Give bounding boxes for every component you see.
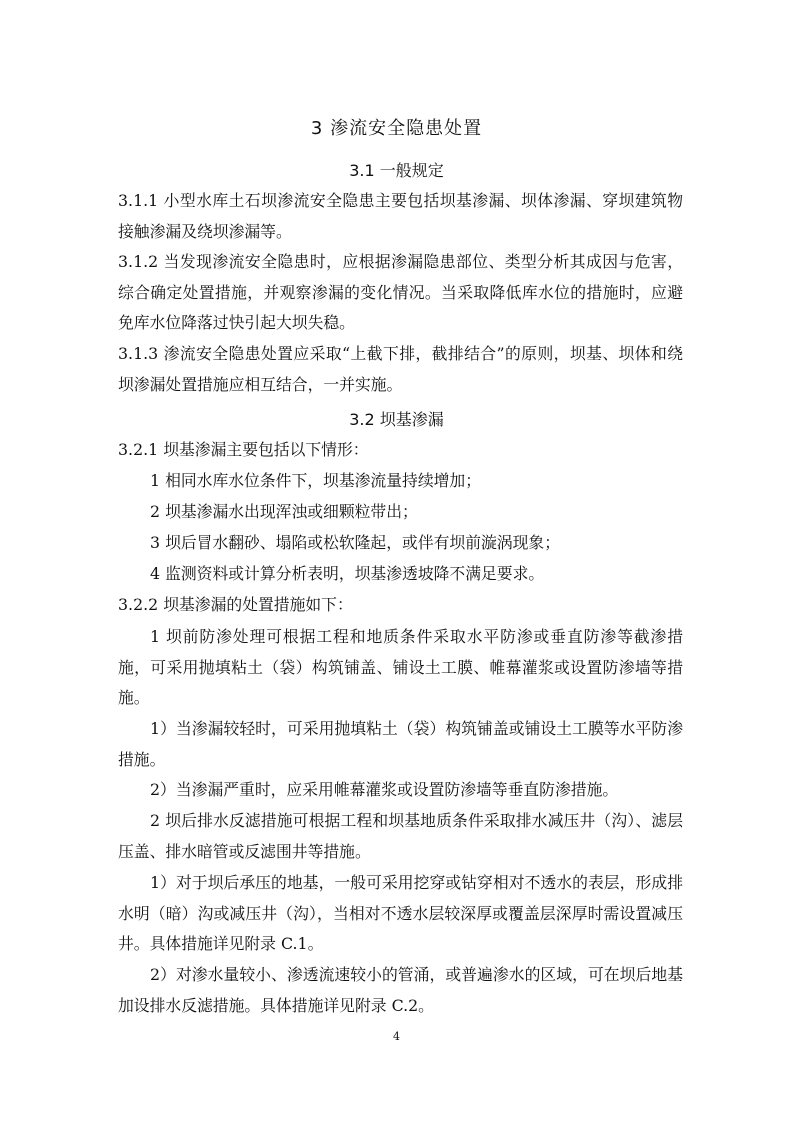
situation-item-2: 2 坝基渗漏水出现浑浊或细颗粒带出； bbox=[150, 502, 418, 521]
clause-3-1-2: 3.1.2 当发现渗流安全隐患时，应根据渗漏隐患部位、类型分析其成因与危害，综合确定处置措施，并观察渗漏的变化情况。当采取降低库水位的措施时，应避免库水位降落过快引起大坝失稳。 bbox=[118, 252, 683, 332]
measure-2-sub-1: 1）对于坝后承压的地基，一般可采用挖穿或钻穿相对不透水的表层，形成排水明（暗）沟或减压井（沟），当相对不透水层较深厚或覆盖层深厚时需设置减压井。具体措施详见附录 C.1。 bbox=[118, 873, 683, 953]
clause-3-1-1: 3.1.1 小型水库土石坝渗流安全隐患主要包括坝基渗漏、坝体渗漏、穿坝建筑物接触渗漏及绕坝渗漏等。 bbox=[118, 191, 683, 241]
situation-item-1: 1 相同水库水位条件下，坝基渗流量持续增加； bbox=[150, 471, 482, 490]
page-number: 4 bbox=[393, 1030, 400, 1043]
section-heading-3-2: 3.2 坝基渗漏 bbox=[349, 410, 444, 429]
situation-item-3: 3 坝后冒水翻砂、塌陷或松软隆起，或伴有坝前漩涡现象； bbox=[150, 533, 560, 552]
measure-1-sub-1: 1）当渗漏较轻时，可采用抛填粘土（袋）构筑铺盖或铺设土工膜等水平防渗措施。 bbox=[118, 719, 683, 769]
clause-3-2-2: 3.2.2 坝基渗漏的处置措施如下： bbox=[118, 595, 353, 614]
chapter-title: 3 渗流安全隐患处置 bbox=[310, 118, 483, 139]
clause-3-1-3: 3.1.3 渗流安全隐患处置应采取“上截下排，截排结合”的原则，坝基、坝体和绕坝渗漏处置措施应相互结合，一并实施。 bbox=[118, 344, 683, 394]
measure-1-sub-2: 2）当渗漏严重时，应采用帷幕灌浆或设置防渗墙等垂直防渗措施。 bbox=[150, 780, 619, 799]
situation-item-4: 4 监测资料或计算分析表明，坝基渗透坡降不满足要求。 bbox=[150, 564, 545, 583]
clause-3-2-1: 3.2.1 坝基渗漏主要包括以下情形： bbox=[118, 440, 369, 459]
measure-2: 2 坝后排水反滤措施可根据工程和坝基地质条件采取排水减压井（沟）、滤层压盖、排水暗管或反滤围井等措施。 bbox=[118, 811, 683, 861]
measure-2-sub-2: 2）对渗水量较小、渗透流速较小的管涌，或普遍渗水的区域，可在坝后地基加设排水反滤措施。具体措施详见附录 C.2。 bbox=[118, 965, 683, 1015]
measure-1: 1 坝前防渗处理可根据工程和地质条件采取水平防渗或垂直防渗等截渗措施，可采用抛填粘土（袋）构筑铺盖、铺设土工膜、帷幕灌浆或设置防渗墙等措施。 bbox=[118, 627, 683, 707]
section-heading-3-1: 3.1 一般规定 bbox=[349, 161, 444, 180]
